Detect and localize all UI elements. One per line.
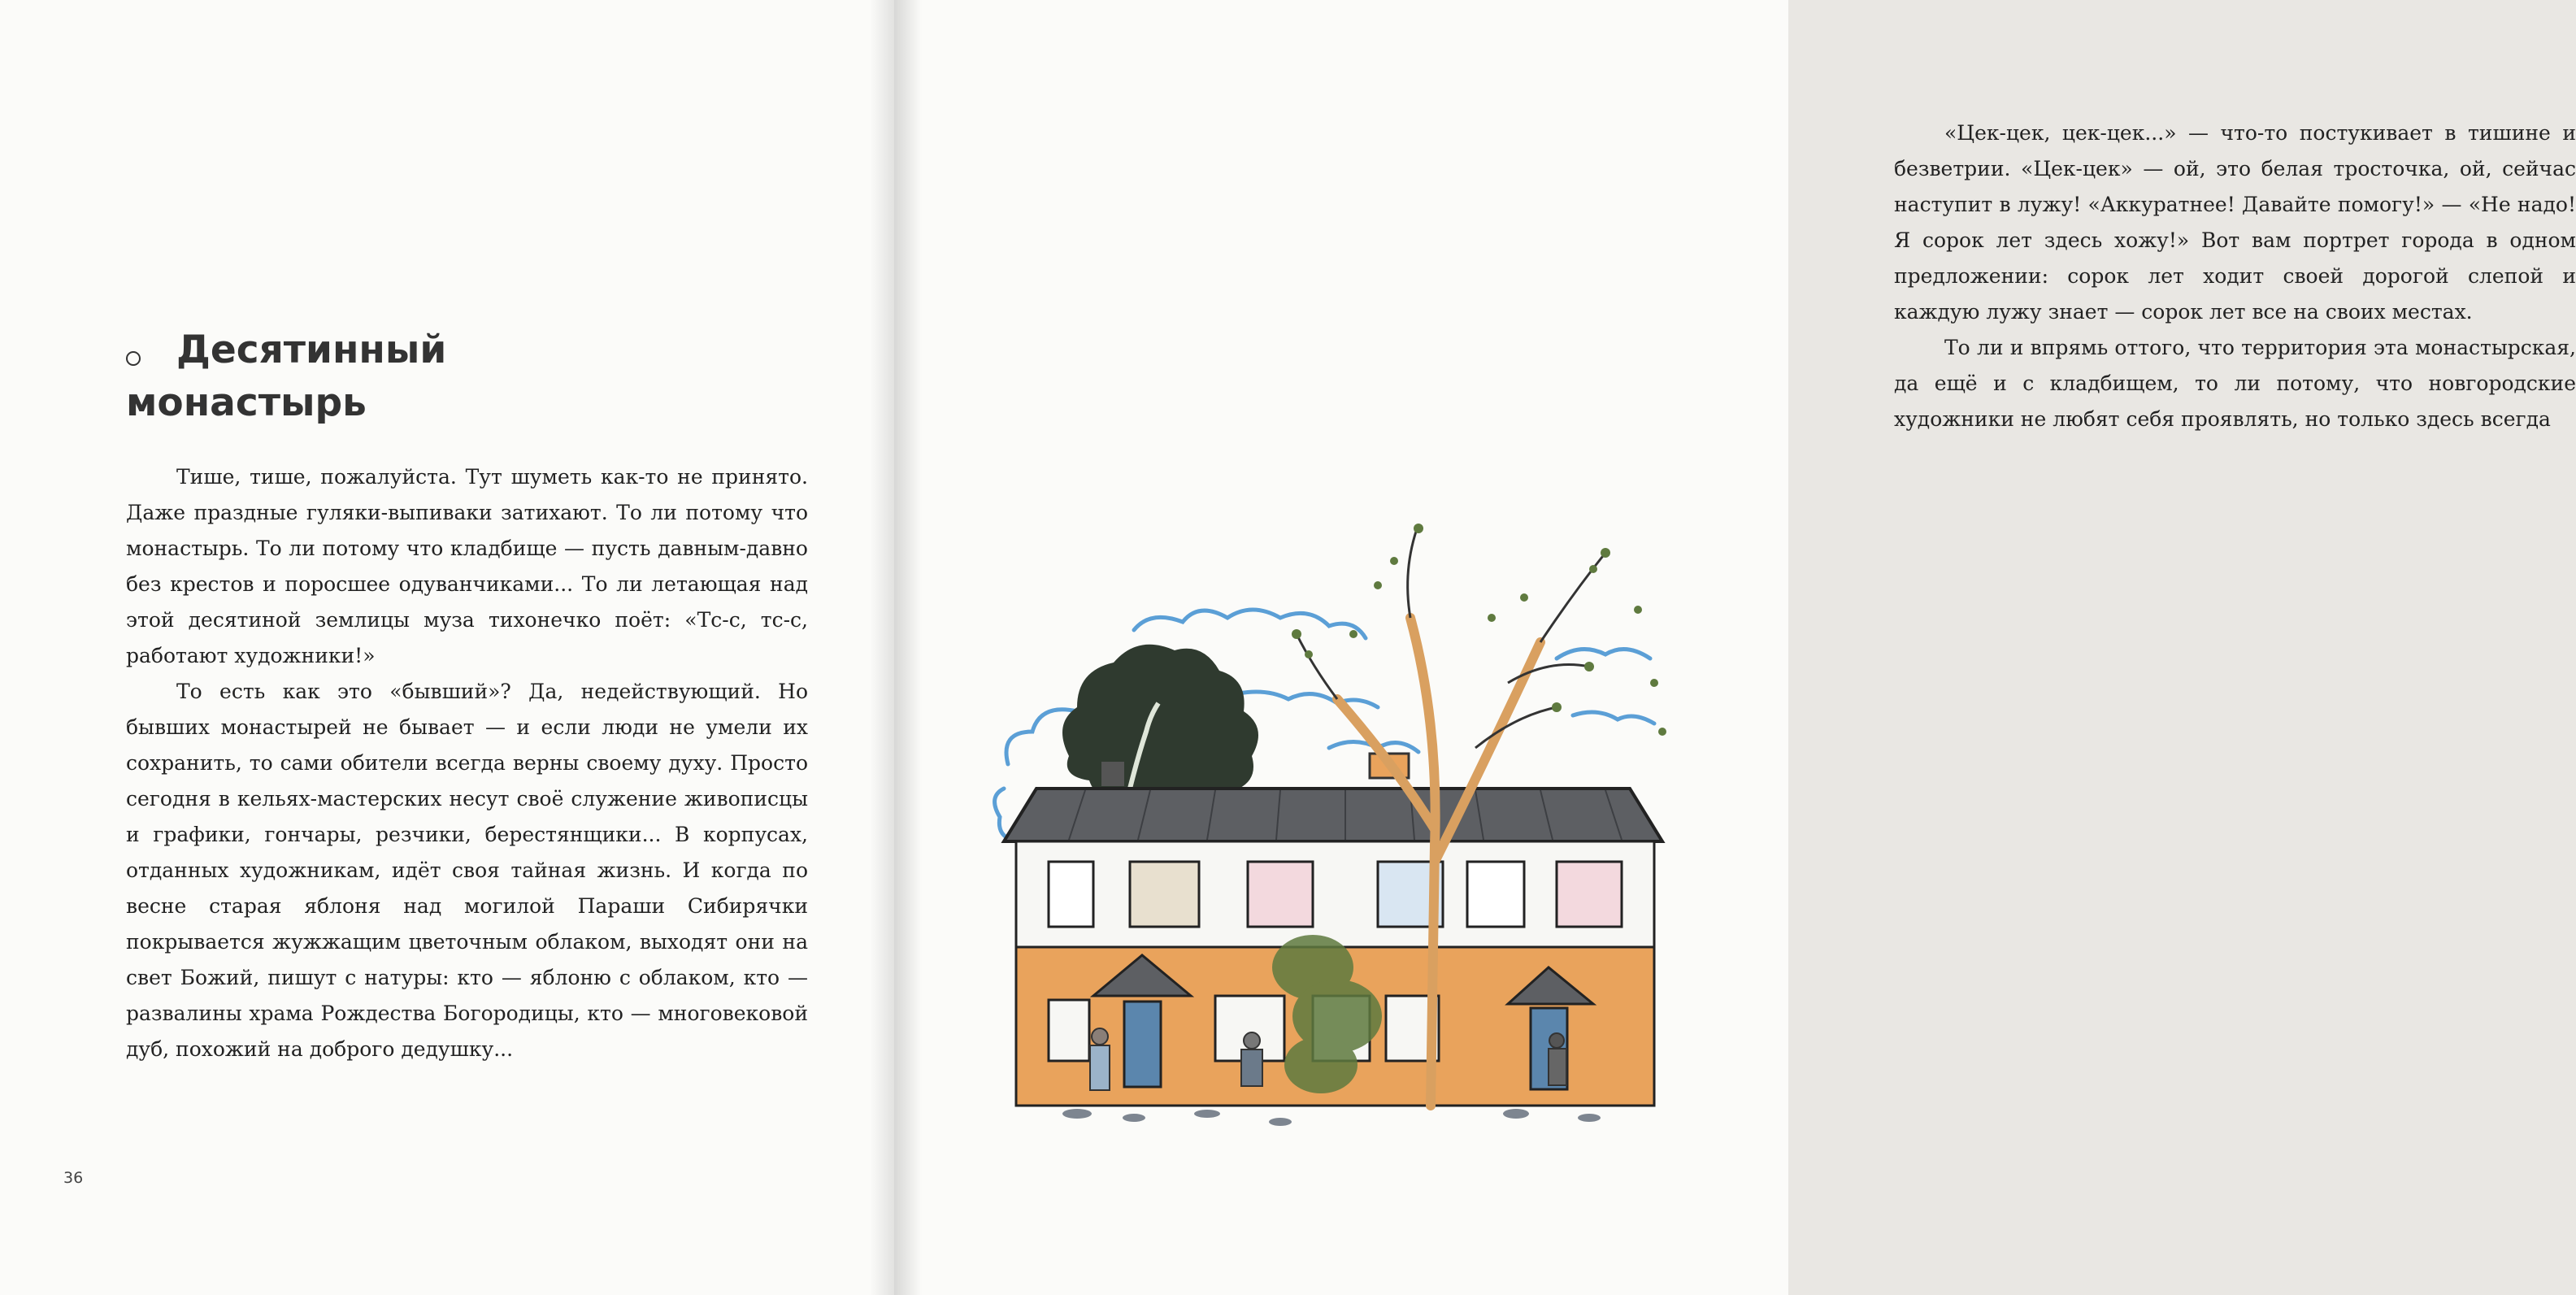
left-page bbox=[0, 0, 894, 1295]
roof-drawing bbox=[1004, 789, 1662, 841]
stones-drawing bbox=[1062, 1109, 1601, 1126]
right-body-text bbox=[1894, 115, 2576, 437]
page-number: 36 bbox=[63, 1169, 84, 1187]
paragraph: Тише, тише, пожалуйста. Тут шуметь как-то не принято. Даже праздные гуляки-выпиваки затихают. То ли потому что монастырь. То ли потому что кладбище — пусть давным-давно без крестов и поросшее одуванчиками... То ли летающая над этой десятиной землицы муза тихонечко поёт: «Тс-с, тс-с, работают художники!» bbox=[126, 465, 808, 667]
paragraph: То ли и впрямь оттого, что территория эта монастырская, да ещё и с кладбищем, то ли потому, что новгородские художники не любят себя проявлять, но только здесь всегда bbox=[1894, 336, 2576, 431]
house-illustration bbox=[988, 520, 1703, 1138]
gutter-shadow bbox=[894, 0, 922, 1295]
leaves-drawing bbox=[1292, 524, 1666, 736]
chapter-heading: Десятинный монастырь bbox=[126, 328, 447, 425]
tall-tree-branches bbox=[1297, 524, 1605, 748]
paragraph: «Цек-цек, цек-цек...» — что-то постукивает в тишине и безветрии. «Цек-цек» — ой, это белая тросточка, ой, сейчас наступит в лужу! «Аккуратнее! Давайте помогу!» — «Не надо! Я сорок лет здесь хожу!» Вот вам портрет города в одном предложении: сорок лет ходит своей дорогой слепой и каждую лужу знает — сорок лет все на своих местах. bbox=[1894, 121, 2576, 324]
left-body-text bbox=[126, 459, 808, 1067]
paragraph: То есть как это «бывший»? Да, недействующий. Но бывших монастырей не бывает — и если люди не умели их сохранить, то сами обители всегда верны своему духу. Просто сегодня в кельях-мастерских несут своё служение живописцы и графики, гончары, резчики, берестянщики... В корпусах, отданных художникам, идёт своя тайная жизнь. И когда по весне старая яблоня над могилой Параши Сибирячки покрывается жужжащим цветочным облаком, выходят они на свет Божий, пишут с натуры: кто — яблоню с облаком, кто — развалины храма Рождества Богородицы, кто — многовековой дуб, похожий на доброго дедушку... bbox=[126, 680, 808, 1061]
dark-tree-drawing bbox=[1062, 645, 1258, 809]
chimney-drawing bbox=[1101, 762, 1124, 786]
gutter-shadow bbox=[870, 0, 894, 1295]
